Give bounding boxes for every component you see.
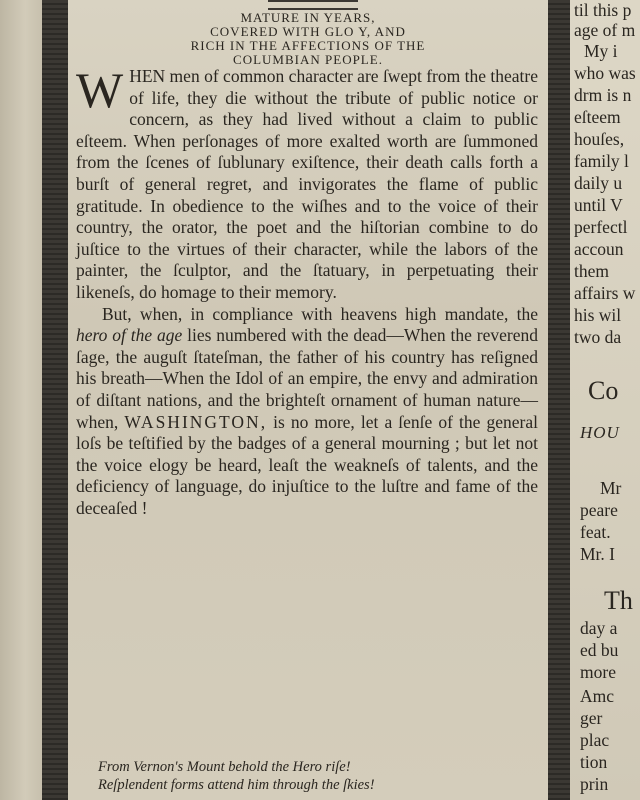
right-fragment-line: houſes, <box>574 129 625 149</box>
left-mourning-border <box>42 0 68 800</box>
right-fragment-line: tion <box>580 752 608 772</box>
right-fragment-line: more <box>580 662 616 682</box>
right-fragment-line: accoun <box>574 239 624 259</box>
washington-name: WASHINGTON, <box>124 411 268 432</box>
right-fragment-line: feat. <box>580 522 611 542</box>
right-fragment-headline: Co <box>588 376 619 405</box>
right-fragment-line: day a <box>580 618 618 638</box>
paragraph-2 <box>76 304 538 520</box>
drop-cap: W <box>76 62 124 118</box>
paragraph-1-text: HEN men of common character are ſwept from the theatre of life, they die without the tribute of public notice or concern, as they had lived without a claim to public eſteem. When perſonages of more exalted worth are ſummoned from the ſcenes of ſublunary exiſtence, their death calls forth a burſt of general regret, and invigorates the flame of public gratitude. In obedience to the wiſhes and to the voice of their country, the orator, the poet and the hiſtorian combine to do juſtice to the virtues of their character, while the labors of the painter, the ſculptor, and the ſtatuary, in perpetuating their likeneſs, do homage to their memory. <box>76 66 538 302</box>
heading-line-3: RICH IN THE AFFECTIONS OF THE <box>190 38 426 53</box>
main-article-column <box>68 0 548 800</box>
heading-line-1: MATURE IN YEARS, <box>240 10 376 25</box>
right-mourning-border <box>548 0 570 800</box>
poem-verse <box>98 758 538 794</box>
right-fragment-line: til this p <box>574 0 632 20</box>
right-fragment-line: Mr <box>600 478 622 498</box>
right-fragment-line: eſteem <box>574 107 621 127</box>
right-fragment-line: prin <box>580 774 609 794</box>
right-fragment-line: peare <box>580 500 618 520</box>
right-fragment-line: them <box>574 261 609 281</box>
adjacent-column-fragment <box>570 0 640 800</box>
paragraph-2-text-a: But, when, in compliance with heavens high mandate, the <box>102 303 538 324</box>
heading-line-4: COLUMBIAN PEOPLE. <box>233 52 383 67</box>
right-fragment-line: age of m <box>574 20 636 40</box>
right-fragment-line: Mr. I <box>580 544 615 564</box>
right-fragment-line: Amc <box>580 686 615 706</box>
right-fragment-line: Th <box>604 586 633 615</box>
hero-of-the-age: hero of the age <box>76 325 183 346</box>
right-fragment-line: who was <box>574 63 636 83</box>
left-page-margin <box>0 0 42 800</box>
right-fragment-line: two da <box>574 327 622 347</box>
poem-line-2: Reſplendent forms attend him through the ſkies! <box>98 777 375 793</box>
right-fragment-line: family l <box>574 151 629 171</box>
right-fragment-line: My i <box>584 41 618 61</box>
article-body <box>76 62 538 519</box>
header-ornament-rule <box>268 0 358 10</box>
right-fragment-line: until V <box>574 195 623 215</box>
right-fragment-line: perfectl <box>574 217 628 237</box>
right-fragment-line: his wil <box>574 305 622 325</box>
paragraph-2-text-c: is no more, let a ſenſe of the general loſs be teſtified by the badges of a general mourning ; but let not the voice elogy be heard, leaſt the weakneſs of talents, and the deficiency of language, do injuſtice to the luſtre and fame of the deceaſed ! <box>76 411 538 518</box>
right-fragment-line: daily u <box>574 173 623 193</box>
right-fragment-line: drm is n <box>574 85 632 105</box>
right-fragment-line: ger <box>580 708 603 728</box>
paragraph-2-text-b: lies numbered with the dead—When the reverend ſage, the auguſt ſtateſman, the father of his country has reſigned his breath—When the Idol of an empire, the envy and admiration of diſtant nations, and the brighteſt ornament of human nature—when, <box>76 325 538 432</box>
heading-line-2: COVERED WITH GLO Y, AND <box>210 24 406 39</box>
right-fragment-line: ed bu <box>580 640 619 660</box>
right-fragment-line: plac <box>580 730 610 750</box>
poem-line-1: From Vernon's Mount behold the Hero riſe! <box>98 759 351 775</box>
paragraph-1 <box>76 62 538 304</box>
right-fragment-subhead: HOU <box>580 423 620 442</box>
right-fragment-line: affairs w <box>574 283 636 303</box>
